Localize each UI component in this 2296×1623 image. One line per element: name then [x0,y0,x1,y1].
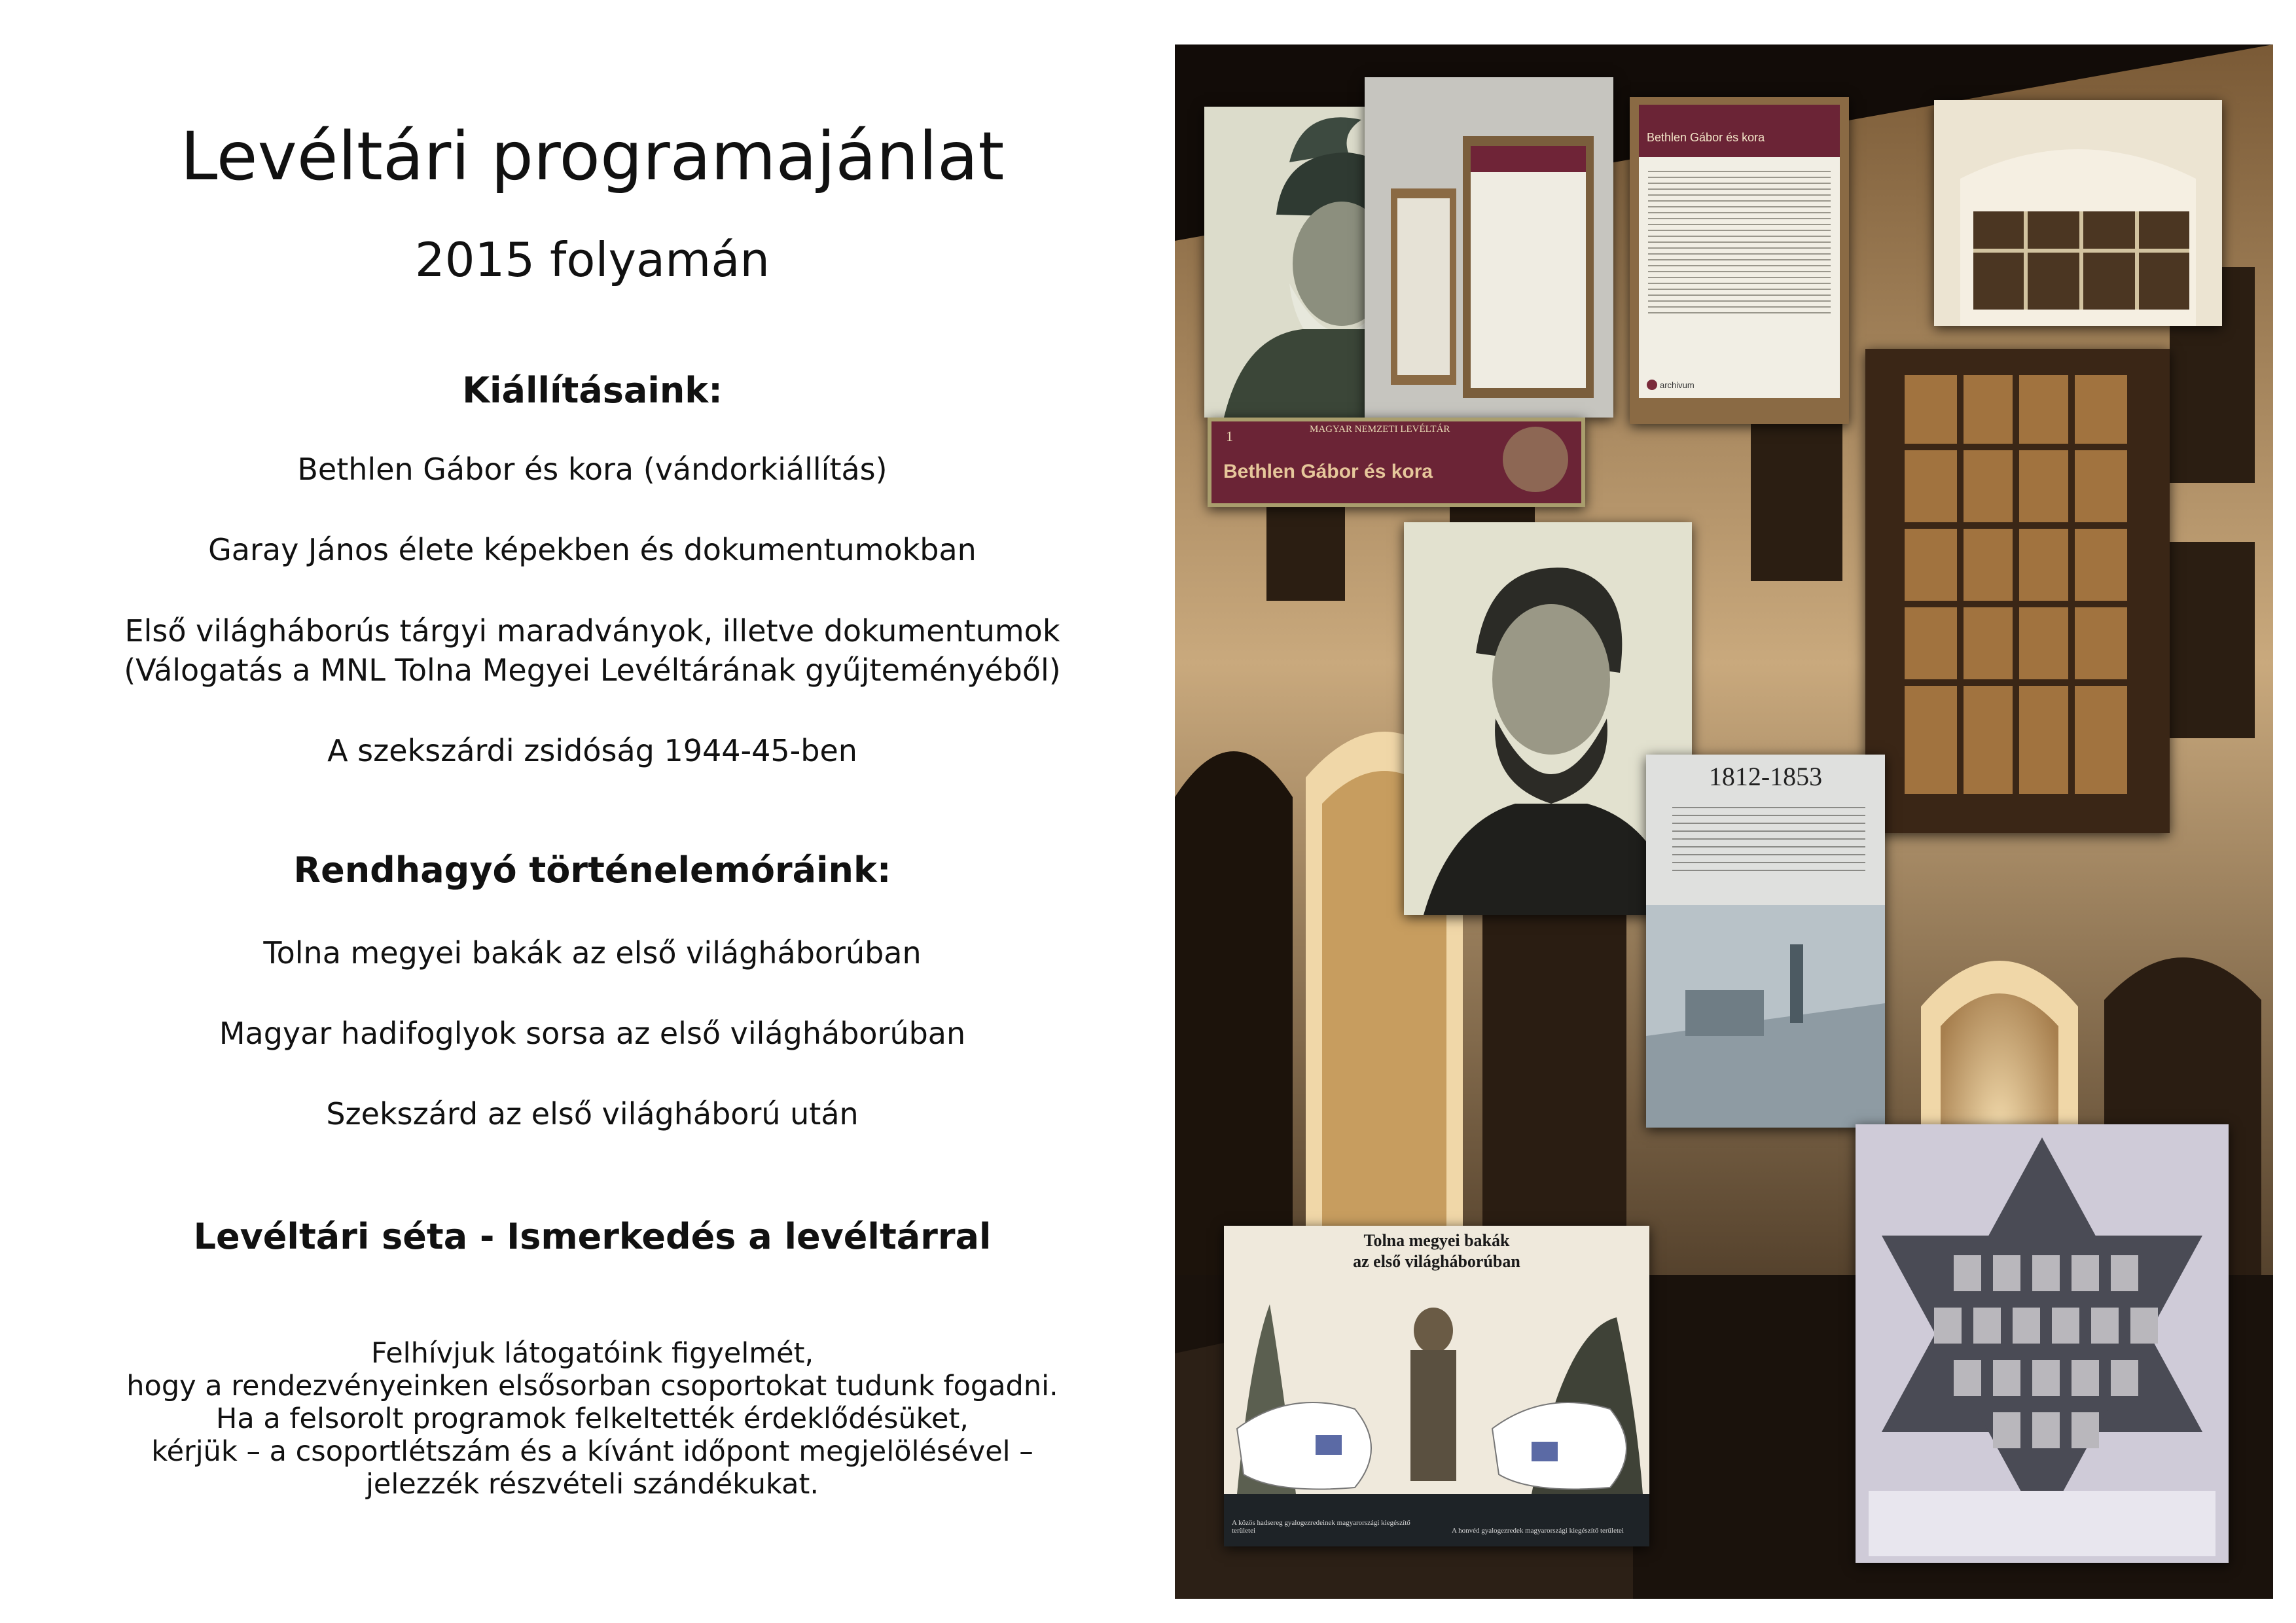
exhibition-item: Első világháborús tárgyi maradványok, illetve dokumentumok [124,613,1060,649]
exhibition-item: Garay János élete képekben és dokumentumokban [208,532,977,567]
lesson-item: Magyar hadifoglyok sorsa az első világháborúban [219,1016,966,1051]
archivum-emblem-icon [1503,427,1568,492]
exhibition-item: Bethlen Gábor és kora (vándorkiállítás) [297,452,888,487]
exhibitions-heading: Kiállításaink: [462,370,723,411]
page-subtitle: 2015 folyamán [414,232,770,287]
star-of-david-memorial-image [1856,1124,2229,1563]
lesson-item: Tolna megyei bakák az első világháborúban [263,935,922,971]
poster-title: Bethlen Gábor és kora [1647,131,1765,144]
notice-line: Felhívjuk látogatóink figyelmét, [370,1337,814,1370]
bakak-title-line-2: az első világháborúban [1353,1252,1520,1271]
walk-heading: Levéltári séta - Ismerkedés a levéltárral [193,1216,992,1257]
garay-plaque-photo [1646,755,1885,1128]
lesson-item: Szekszárd az első világháború után [326,1096,859,1132]
notice-line: jelezzék részvételi szándékukat. [365,1468,819,1501]
bakak-poster-image [1224,1226,1649,1546]
bakak-caption-right: A honvéd gyalogezredek magyarországi kiegészítő területei [1452,1527,1624,1535]
lessons-heading: Rendhagyó történelemóráink: [293,849,891,891]
notice-line: Ha a felsorolt programok felkeltették érdeklődésüket, [216,1402,969,1435]
archive-shelves-photo [1865,349,2170,833]
bethlen-banner [1208,418,1585,507]
exhibition-panels-photo [1365,77,1613,418]
photo-collage [1175,45,2273,1599]
bakak-caption-left: A közös hadsereg gyalogezredeinek magyarországi kiegészítő területei [1232,1519,1410,1535]
poster-logo-text: archivum [1660,380,1695,390]
archivum-logo-icon [1647,380,1657,390]
banner-title: Bethlen Gábor és kora [1223,461,1433,482]
notice-line: kérjük – a csoportlétszám és a kívánt időpont megjelölésével – [151,1435,1033,1468]
banner-header: MAGYAR NEMZETI LEVÉLTÁR [1310,424,1450,435]
notice-line: hogy a rendezvényeinken elsősorban csoportokat tudunk fogadni. [126,1370,1058,1402]
barred-window-photo [1934,100,2222,326]
bakak-title-line-1: Tolna megyei bakák [1363,1231,1510,1250]
exhibition-item: A szekszárdi zsidóság 1944-45-ben [327,733,857,768]
banner-number: 1 [1226,428,1233,444]
bethlen-poster-image [1630,97,1849,424]
exhibition-item-note: (Válogatás a MNL Tolna Megyei Levéltárának gyűjteményéből) [124,652,1061,688]
plaque-years: 1812-1853 [1708,762,1823,791]
page-title: Levéltári programajánlat [180,118,1005,196]
